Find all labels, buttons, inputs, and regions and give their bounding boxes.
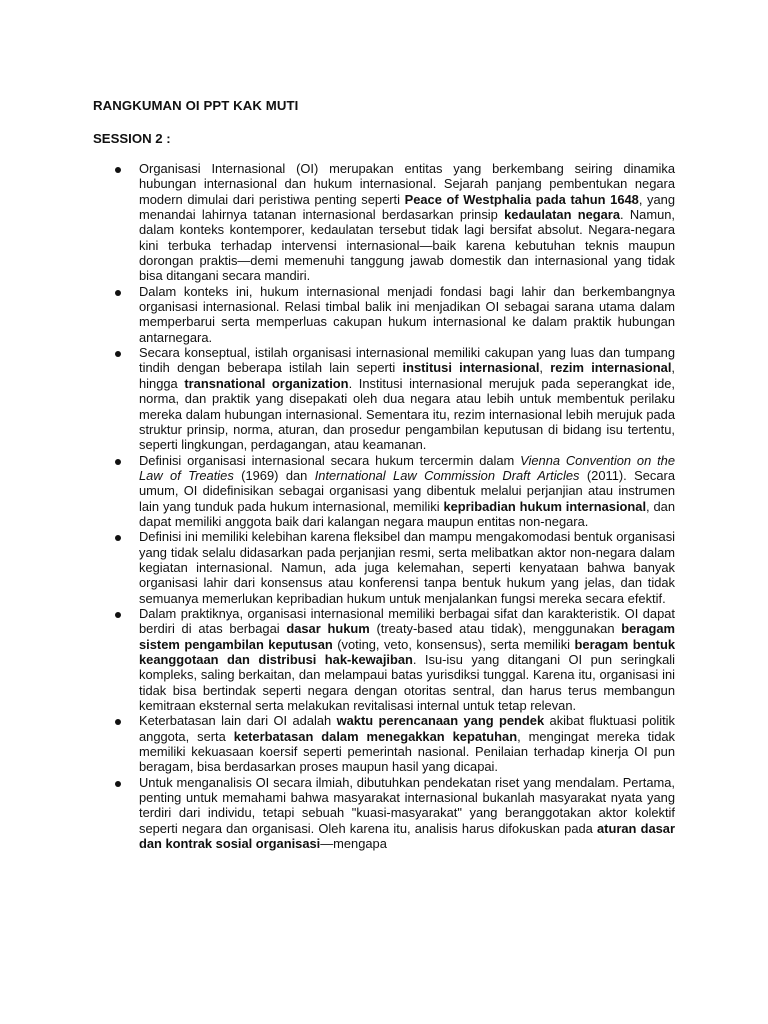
paragraph-text <box>139 345 675 452</box>
text-run: Dalam konteks ini, hukum internasional menjadi fondasi bagi lahir dan berkembangnya organisasi internasional. Relasi timbal balik ini menjadikan OI sebagai sarana utama dalam memperbarui serta memperluas cakupan hukum internasional ke dalam praktik hubungan antarnegara. <box>139 283 675 345</box>
text-run: Definisi ini memiliki kelebihan karena fleksibel dan mampu mengakomodasi bentuk organisasi yang tidak selalu didasarkan pada perjanjian resmi, serta melibatkan aktor non-negara dalam kegiatan internasional. Namun, ada juga kelemahan, seperti kenyataan bahwa banyak organisasi lahir dari konsensus atau konferensi tanpa bentuk hukum yang jelas, dan tidak semuanya memerlukan kepribadian hukum untuk menjalankan fungsi mereka secara efektif. <box>139 529 675 606</box>
text-run: (2011). Secara umum, OI didefinisikan sebagai organisasi yang dibentuk melalui perjanjian atau instrumen lain yang tunduk pada hukum internasional, memiliki <box>139 467 675 514</box>
list-item <box>93 345 675 452</box>
paragraph-text <box>139 161 675 283</box>
paragraph-text <box>139 529 675 605</box>
text-run: . Namun, dalam konteks kontemporer, kedaulatan tersebut tidak lagi bersifat absolut. Negara-negara kini terbuka terhadap intervensi internasional—baik karena kebutuhan teknis maupun dorongan praktis—demi memenuhi tanggung jawab domestik dan internasional yang tidak bisa ditangani secara mandiri. <box>139 207 675 284</box>
text-run: , <box>539 360 551 376</box>
paragraph-text <box>139 606 675 713</box>
paragraph-text <box>139 284 675 345</box>
text-run: (voting, veto, konsensus), serta memiliki <box>332 636 575 652</box>
bullet-icon <box>115 459 121 465</box>
text-run: —mengapa <box>320 836 387 852</box>
list-item <box>93 161 675 284</box>
text-run: Secara konseptual, istilah organisasi internasional memiliki cakupan yang luas dan tumpang tindih dengan beberapa istilah lain seperti <box>139 345 675 376</box>
bullet-icon <box>115 290 121 296</box>
text-run: (treaty-based atau tidak), menggunakan <box>369 621 622 637</box>
bold-term: Peace of Westphalia pada tahun 1648 <box>404 191 639 207</box>
text-run: , yang menandai lahirnya tatanan internasional berdasarkan prinsip <box>139 191 675 223</box>
text-run: , hingga <box>139 360 676 391</box>
text-run: akibat fluktuasi politik anggota, serta <box>139 713 675 744</box>
bold-term: kepribadian hukum internasional <box>443 498 647 514</box>
bullet-list <box>93 161 675 851</box>
document-page <box>93 98 675 851</box>
bullet-icon <box>115 351 121 357</box>
list-item <box>93 529 675 606</box>
text-run: Keterbatasan lain dari OI adalah <box>139 713 337 729</box>
bold-term: institusi internasional <box>402 360 540 376</box>
bold-term: kedaulatan negara <box>504 207 620 223</box>
bold-term: beragam bentuk keanggotaan dan distribusi hak-kewajiban <box>139 636 675 667</box>
bold-term: aturan dasar dan kontrak sosial organisasi <box>139 820 675 852</box>
text-run: , dan dapat memiliki anggota baik dari kalangan negara maupun entitas non-negara. <box>139 498 676 529</box>
italic-title: International Law Commission Draft Articles <box>314 467 580 483</box>
bullet-icon <box>115 167 121 173</box>
text-run: (1969) dan <box>233 467 315 483</box>
text-run: , mengingat mereka tidak memiliki kekuasaan koersif seperti pemerintah nasional. Penilaian terhadap kinerja OI pun beragam, bisa berdasarkan proses maupun hasil yang dicapai. <box>139 728 675 775</box>
text-run: Organisasi Internasional (OI) merupakan entitas yang berkembang seiring dinamika hubungan internasional dan hukum internasional. Sejarah panjang pembentukan negara modern dimulai dari peristiwa penting seperti <box>139 161 675 207</box>
text-run: . Institusi internasional merujuk pada seperangkat ide, norma, dan praktik yang disepakati oleh dua negara atau lebih untuk membentuk perilaku mereka dalam hubungan internasional. Sementara itu, rezim internasional lebih merujuk pada struktur prinsip, norma, aturan, dan prosedur pengambilan keputusan di bidang isu tertentu, seperti lingkungan, perdagangan, atau keamanan. <box>139 375 676 453</box>
bullet-icon <box>115 535 121 541</box>
bold-term: dasar hukum <box>286 621 370 637</box>
bold-term: transnational organization <box>184 375 349 391</box>
paragraph-text <box>139 453 675 529</box>
bullet-icon <box>115 781 121 787</box>
text-run: . Isu-isu yang ditangani OI pun seringkali kompleks, saling berkaitan, dan melampaui batas yurisdiksi tunggal. Karena itu, organisasi ini tidak bisa bertindak seperti negara dengan otoritas sentral, dan harus terus membangun kemitraan eksternal serta melakukan revitalisasi internal untuk tetap relevan. <box>139 652 675 714</box>
list-item <box>93 453 675 530</box>
bold-term: waktu perencanaan yang pendek <box>336 713 545 729</box>
text-run: Dalam praktiknya, organisasi internasional memiliki berbagai sifat dan karakteristik. OI dapat berdiri di atas berbagai <box>139 605 675 637</box>
list-item <box>93 606 675 713</box>
list-item <box>93 284 675 345</box>
bullet-icon <box>115 612 121 618</box>
text-run: Untuk menganalisis OI secara ilmiah, dibutuhkan pendekatan riset yang mendalam. Pertama, penting untuk memahami bahwa masyarakat internasional bukanlah masyarakat nyata yang terdiri dari individu, tetapi sebuah "kuasi-masyarakat" yang beranggotakan aktor kolektif seperti negara dan organisasi. Oleh karena itu, analisis harus difokuskan pada <box>139 774 675 836</box>
bold-term: rezim internasional <box>550 360 672 376</box>
document-title: RANGKUMAN OI PPT KAK MUTI <box>93 98 299 113</box>
paragraph-text <box>139 713 675 774</box>
bold-term: beragam sistem pengambilan keputusan <box>139 621 675 652</box>
italic-title: Vienna Convention on the Law of Treaties <box>139 452 676 483</box>
bold-term: keterbatasan dalam menegakkan kepatuhan <box>233 728 518 744</box>
list-item <box>93 775 675 852</box>
text-run: Definisi organisasi internasional secara hukum tercermin dalam <box>139 452 521 468</box>
paragraph-text <box>139 775 675 851</box>
session-heading: SESSION 2 : <box>93 131 171 146</box>
bullet-icon <box>115 719 121 725</box>
list-item <box>93 713 675 774</box>
